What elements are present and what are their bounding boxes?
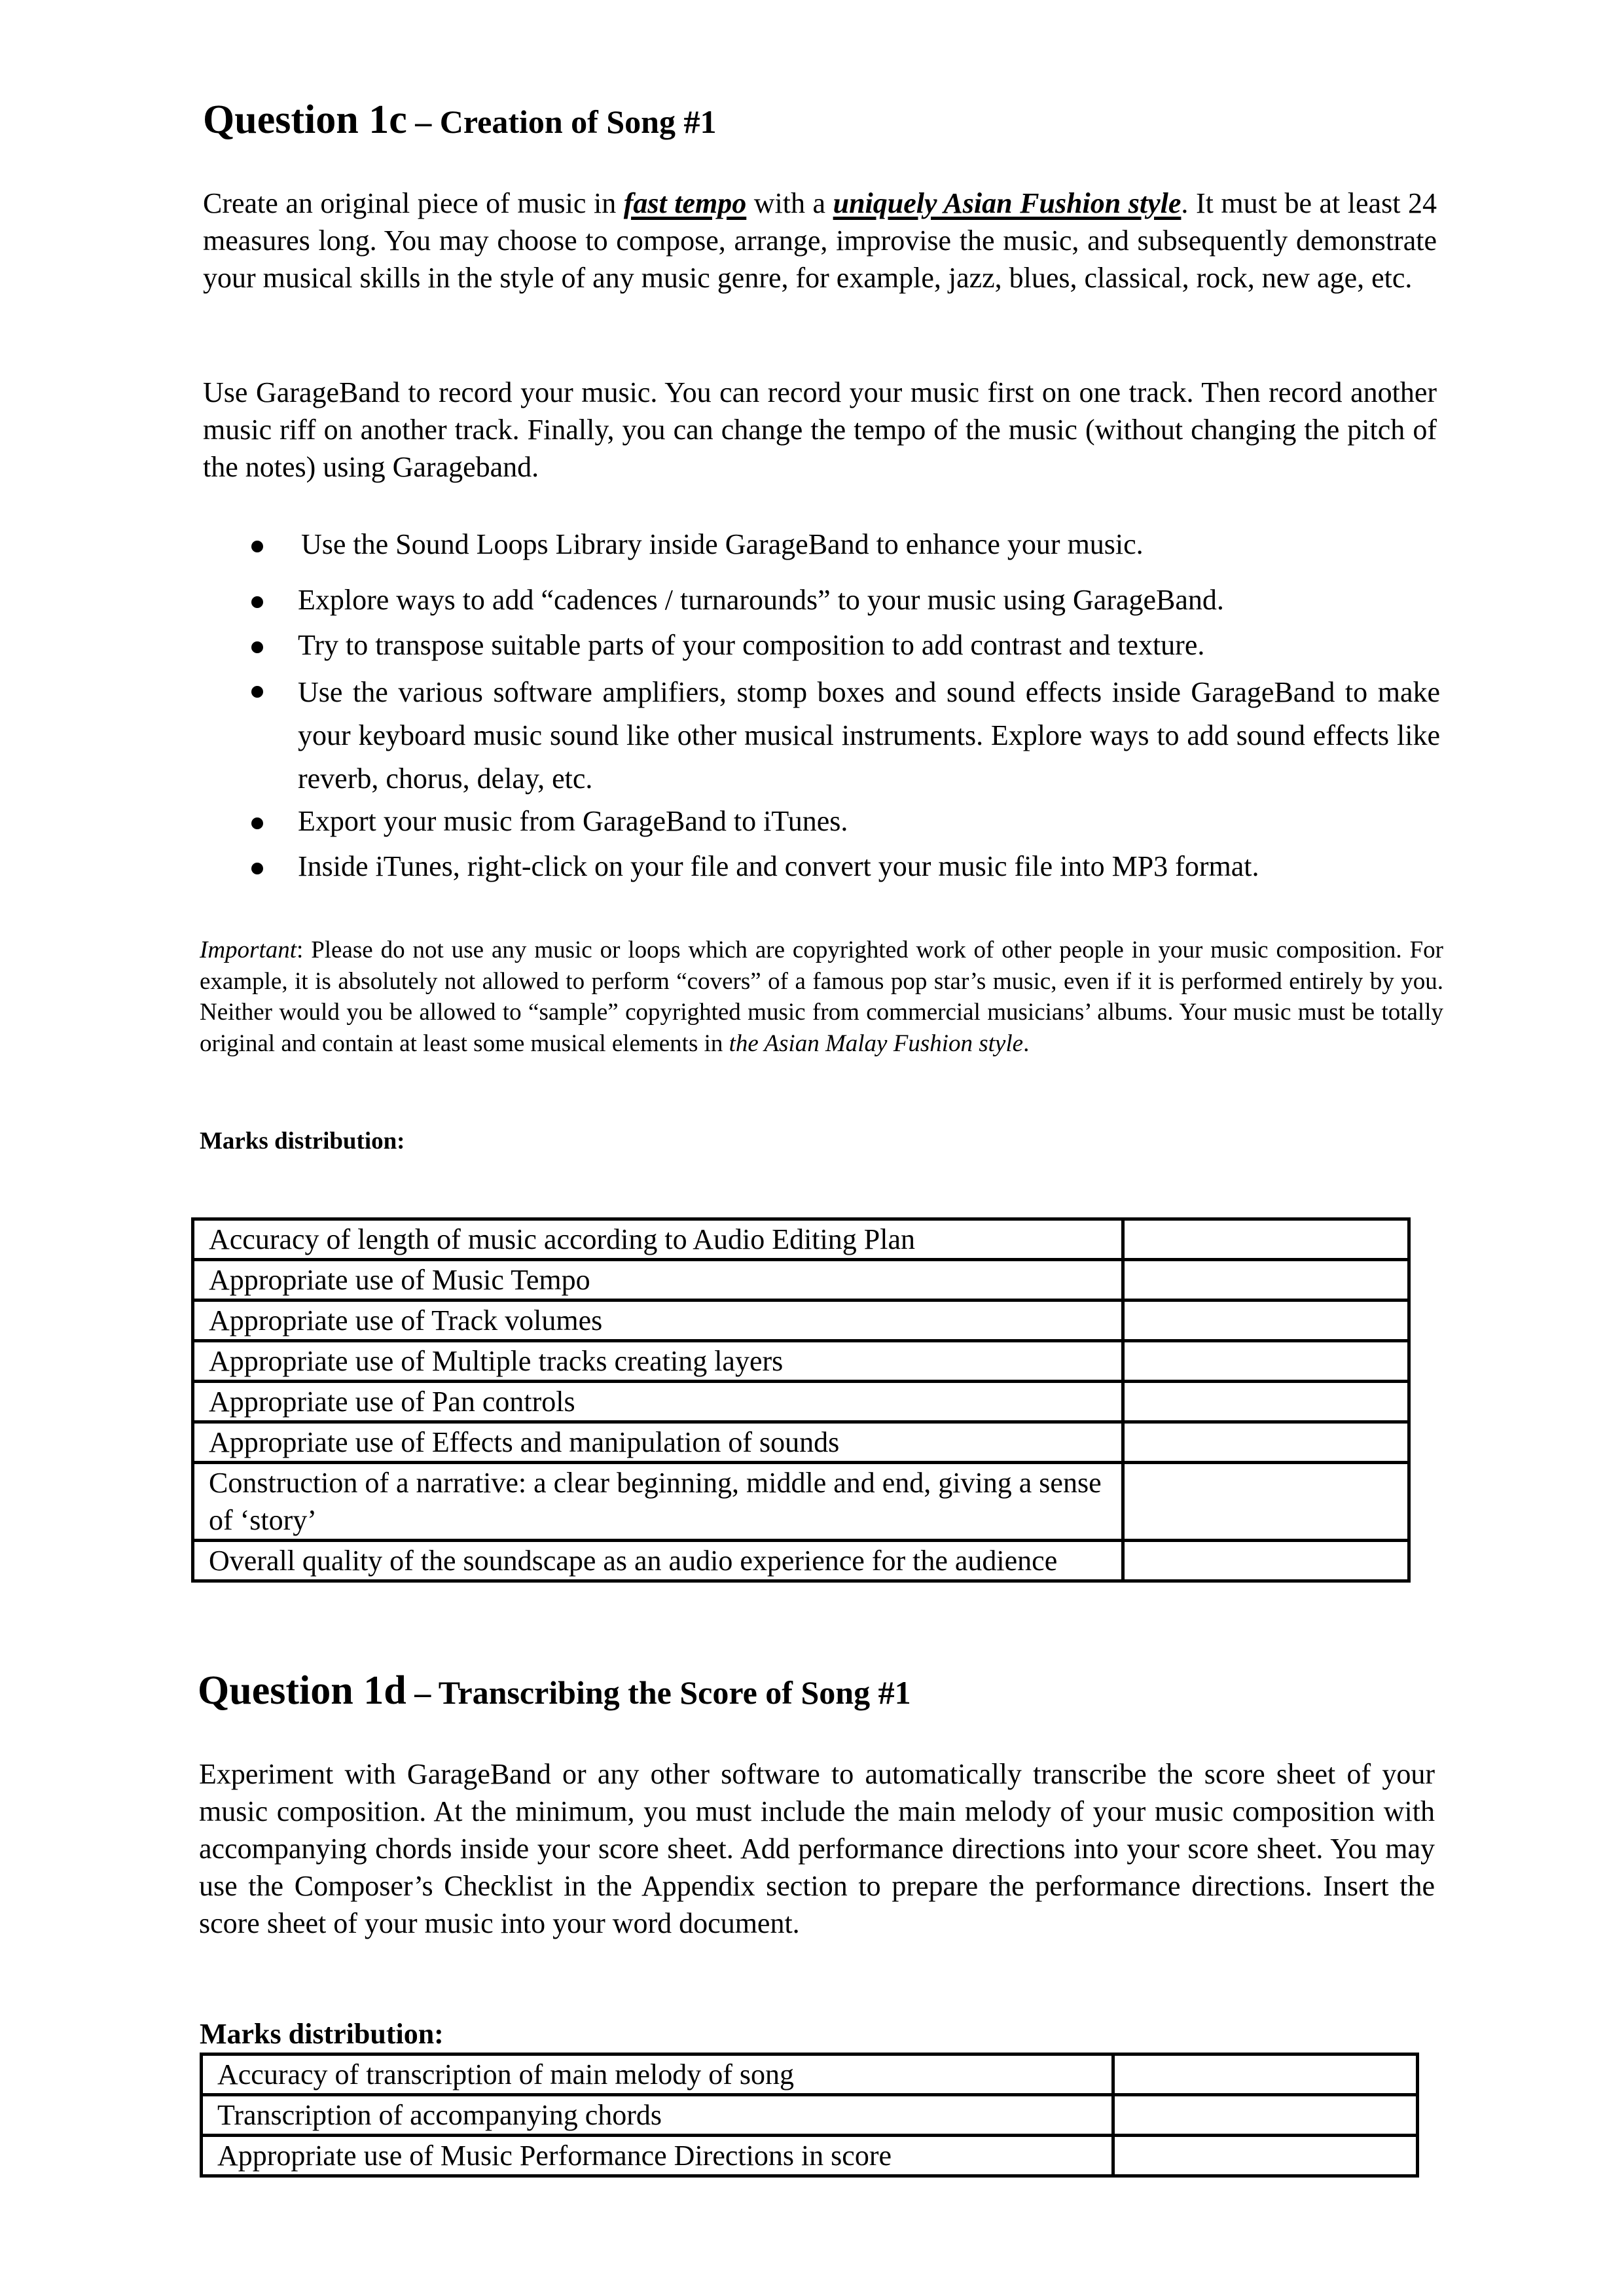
criterion-cell: Appropriate use of Music Tempo (193, 1260, 1123, 1300)
bullet-item: Export your music from GarageBand to iTunes. (298, 805, 848, 837)
bullet-icon (251, 817, 263, 829)
score-cell[interactable] (1123, 1422, 1409, 1463)
bullet-item: Explore ways to add “cadences / turnarounds” to your music using GarageBand. (298, 584, 1224, 616)
marks-table-row (193, 1219, 1409, 1260)
important-end: . (1023, 1030, 1030, 1057)
important-style-italic: the Asian Malay Fushion style (729, 1030, 1024, 1057)
important-text: : Please do not use any music or loops which are copyrighted work of other people in your music composition. For example, it is absolutely not allowed to perform “covers” of a famous pop star’s music, even if it is performed entirely by you. Neither would you be allowed to “sample” copyrighted music from commercial musicians’ albums. Your music must be totally original and contain at least some musical elements in (200, 937, 1443, 1057)
criterion-cell: Appropriate use of Track volumes (193, 1300, 1123, 1341)
marks-table-row (202, 2136, 1418, 2176)
criterion-cell: Accuracy of length of music according to Audio Editing Plan (193, 1219, 1123, 1260)
bullet-item: Inside iTunes, right-click on your file and convert your music file into MP3 format. (298, 850, 1259, 882)
intro-text: Create an original piece of music in (203, 187, 624, 219)
criterion-cell: Overall quality of the soundscape as an audio experience for the audience (193, 1541, 1123, 1581)
score-cell[interactable] (1123, 1341, 1409, 1382)
bullet-icon (251, 641, 263, 653)
asian-fushion-style-emphasis: uniquely Asian Fushion style (833, 187, 1182, 219)
score-cell[interactable] (1123, 1219, 1409, 1260)
question-1d-title: – Transcribing the Score of Song #1 (406, 1674, 911, 1711)
marks-table-row (193, 1260, 1409, 1300)
intro-text: with a (746, 187, 833, 219)
bullet-icon (251, 541, 263, 552)
fast-tempo-emphasis: fast tempo (623, 187, 747, 219)
criterion-cell: Appropriate use of Pan controls (193, 1382, 1123, 1422)
garageband-paragraph: Use GarageBand to record your music. You can record your music first on one track. Then record another music riff on another track. Finally, you can change the tempo of the music (without changing the pitch of the notes) using Garageband. (203, 376, 1437, 483)
score-cell[interactable] (1123, 1300, 1409, 1341)
score-cell[interactable] (1123, 1260, 1409, 1300)
bullet-item: Try to transpose suitable parts of your composition to add contrast and texture. (298, 629, 1205, 661)
criterion-cell: Appropriate use of Music Performance Directions in score (202, 2136, 1113, 2176)
score-cell[interactable] (1113, 2095, 1418, 2136)
marks-table-row (193, 1541, 1409, 1581)
question-1d-paragraph: Experiment with GarageBand or any other software to automatically transcribe the score sheet of your music composition. At the minimum, you must include the main melody of your music composition with accompanying chords inside your score sheet. Add performance directions into your score sheet. You may use the Composer’s Checklist in the Appendix section to prepare the performance directions. Insert the score sheet of your music into your word document. (199, 1758, 1435, 1939)
question-1d-heading (198, 1668, 911, 1714)
score-cell[interactable] (1113, 2054, 1418, 2095)
score-cell[interactable] (1113, 2136, 1418, 2176)
score-cell[interactable] (1123, 1541, 1409, 1581)
marks-table-1d (200, 2053, 1419, 2178)
marks-table-row (193, 1341, 1409, 1382)
question-1c-title: – Creation of Song #1 (406, 103, 717, 140)
bullet-icon (251, 686, 263, 698)
marks-table-1c (191, 1217, 1411, 1583)
marks-table-row (202, 2054, 1418, 2095)
marks-distribution-label-1c: Marks distribution: (200, 1128, 405, 1155)
question-1c-number: Question 1c (203, 98, 407, 142)
question-1d-number: Question 1d (198, 1668, 406, 1713)
marks-table-row (202, 2095, 1418, 2136)
marks-distribution-label-1d: Marks distribution: (200, 2018, 444, 2050)
bullet-item: Use the various software amplifiers, stomp boxes and sound effects inside GarageBand to make your keyboard music sound like other musical instruments. Explore ways to add sound effects like reverb, chorus, delay, etc. (298, 676, 1440, 795)
important-note (200, 935, 1443, 1059)
criterion-cell: Transcription of accompanying chords (202, 2095, 1113, 2136)
marks-table-row (193, 1463, 1409, 1541)
question-1c-heading (203, 97, 716, 143)
bullet-icon (251, 863, 263, 874)
marks-table-row (193, 1300, 1409, 1341)
criterion-cell: Construction of a narrative: a clear beginning, middle and end, giving a sense of ‘story’ (193, 1463, 1123, 1541)
criterion-cell: Appropriate use of Effects and manipulation of sounds (193, 1422, 1123, 1463)
bullet-item: Use the Sound Loops Library inside GarageBand to enhance your music. (301, 528, 1144, 560)
intro-text: . It must be at least 24 measures long. You may choose to compose, arrange, improvise the music, and subsequently demonstrate your musical skills in the style of any music genre, for example, jazz, blues, classical, rock, new age, etc. (203, 187, 1437, 294)
score-cell[interactable] (1123, 1463, 1409, 1541)
marks-table-row (193, 1382, 1409, 1422)
score-cell[interactable] (1123, 1382, 1409, 1422)
important-label: Important (200, 937, 297, 963)
bullet-icon (251, 596, 263, 608)
criterion-cell: Appropriate use of Multiple tracks creating layers (193, 1341, 1123, 1382)
question-1c-intro (203, 185, 1437, 296)
criterion-cell: Accuracy of transcription of main melody of song (202, 2054, 1113, 2095)
marks-table-row (193, 1422, 1409, 1463)
